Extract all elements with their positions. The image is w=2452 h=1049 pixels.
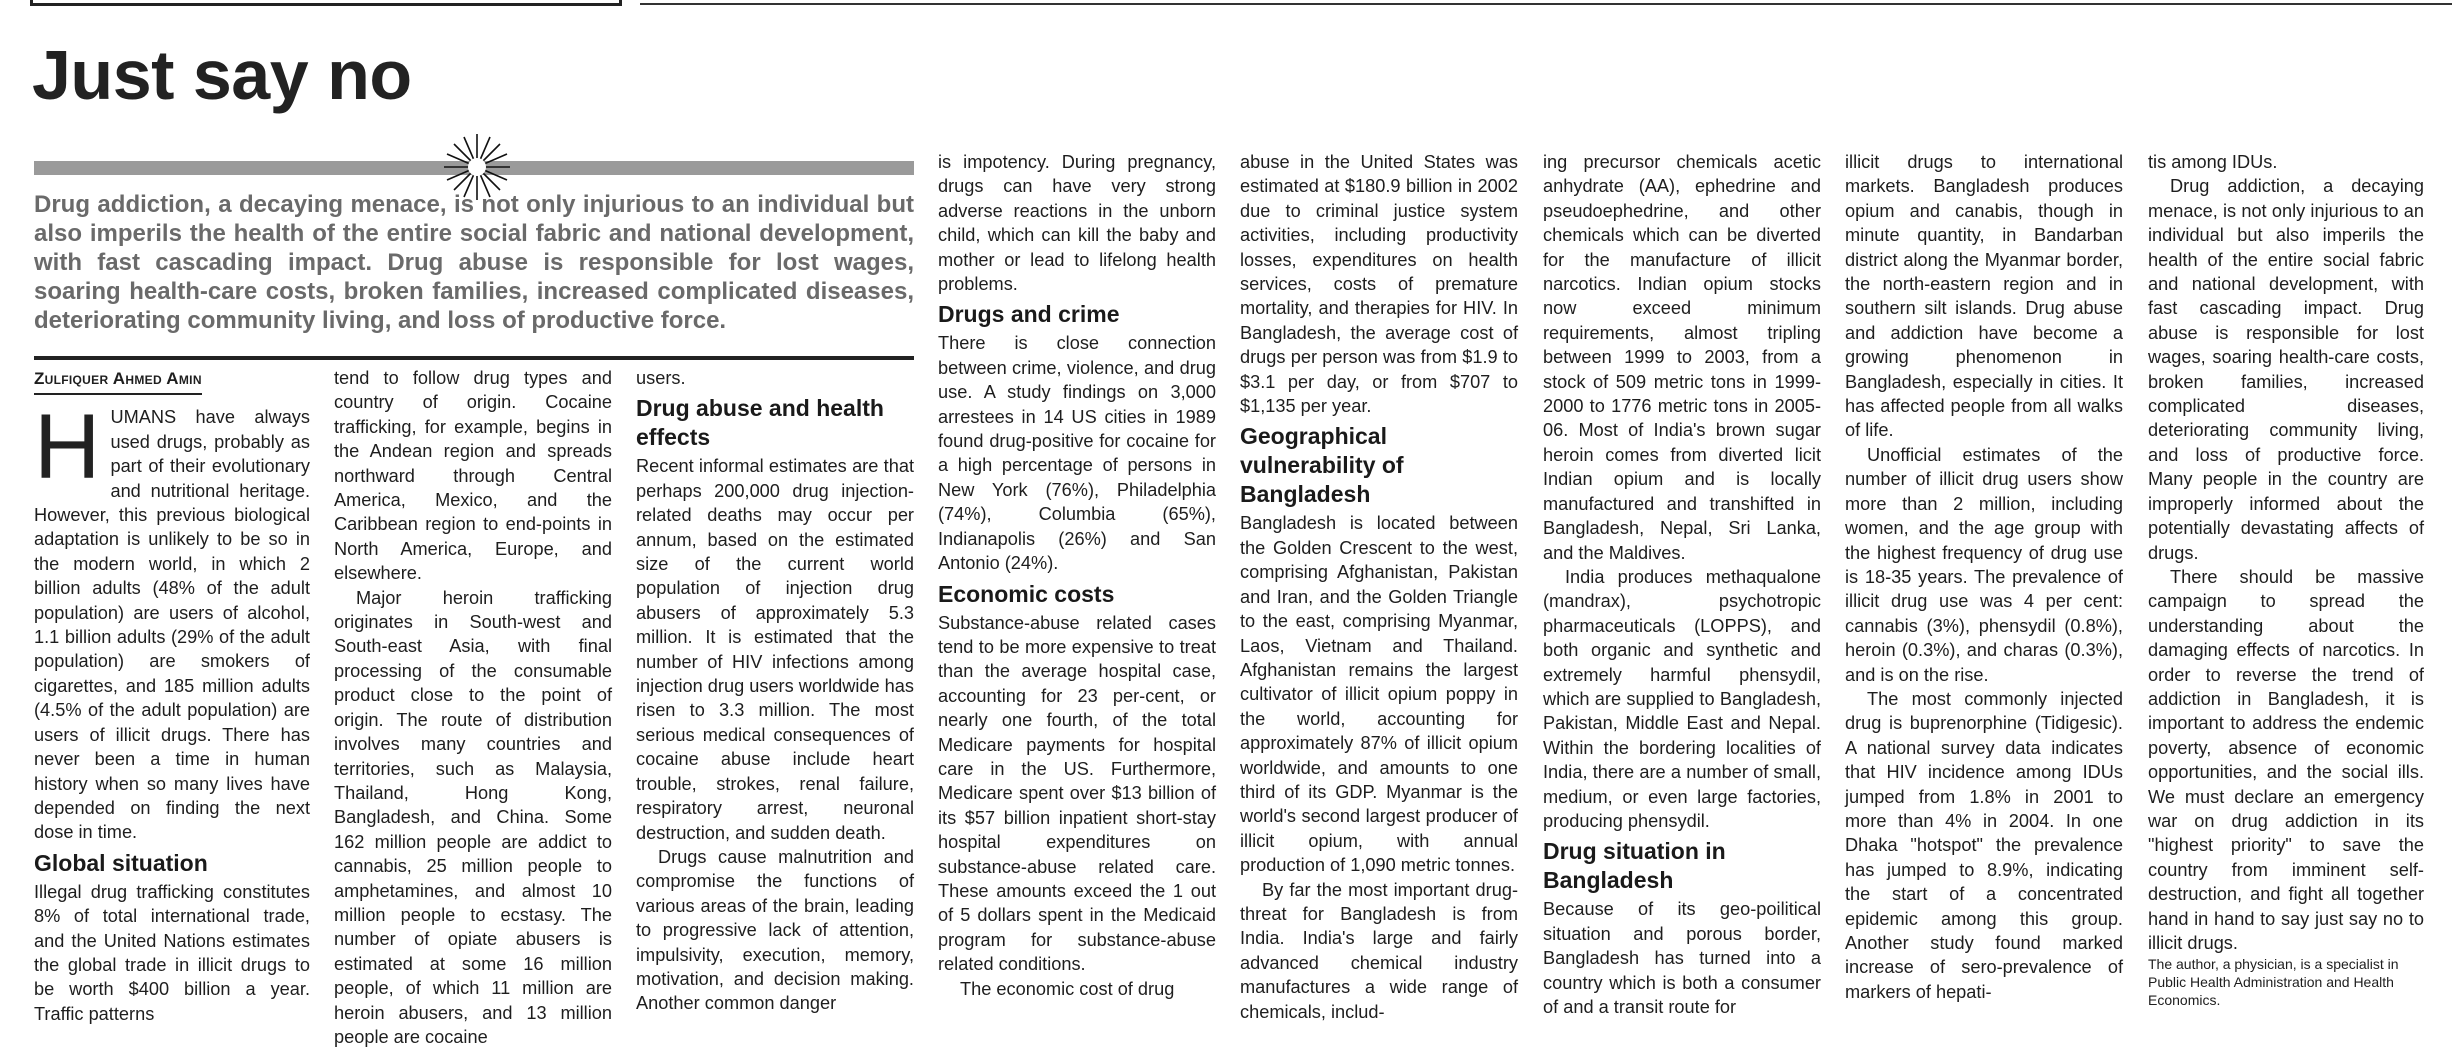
subhead-health-effects: Drug abuse and health effects (636, 395, 884, 451)
paragraph: Substance-abuse related cases tend to be more expensive to treat than the average hospital case, accounting for 23 per-cent, or nearly one fourth, of the total Medicare payments for hospital care in the US. Furthermore, Medicare spent over $13 billion of its $57 billion inpatient short-stay hospital expenditures on substance-abuse related care. These amounts exceed the 1 out of 5 dollars spent in the Medicaid program for substance-abuse related conditions. (938, 612, 1216, 975)
drop-cap: H (34, 396, 101, 499)
paragraph: is impotency. During pregnancy, drugs can have very strong adverse reactions in the unborn child, which can kill the baby and mother or lead to lifelong health problems. (938, 152, 1216, 295)
author-note: The author, a physician, is a specialist in Public Health Administration and Health Economics. (2148, 956, 2399, 1009)
subhead-drug-situation: Drug situation in Bangladesh (1543, 838, 1726, 894)
paragraph: Drug addiction, a decaying menace, is not only injurious to an individual but also imperils the health of the entire social fabric and national development, with fast cascading impact. Drug abuse is responsible for lost wages, soaring health-care costs, broken families, increased complicated diseases, deteriorating community living, and loss of productive force. Many people in the country are improperly informed about the potentially devastating affects of drugs. (2148, 176, 2424, 563)
column-5 (1240, 150, 1518, 1024)
paragraph: Illegal drug trafficking constitutes 8% of total international trade, and the United Nations estimates the global trade in illicit drugs to be worth $400 billion a year. Traffic patterns (34, 881, 310, 1024)
top-frame-box (30, 0, 622, 6)
column-6 (1543, 150, 1821, 1019)
subhead-economic-costs: Economic costs (938, 580, 1115, 607)
paragraph: tis among IDUs. (2148, 152, 2278, 172)
paragraph: There is close connection between crime, violence, and drug use. A study findings on 3,000 arrestees in 14 US cities in 1989 found drug-positive for cocaine for a high percentage of persons in New York (76%), Philadelphia (74%), Columbia (65%), Indianapolis (26%) and San Antonio (24%). (938, 333, 1216, 574)
paragraph: India produces methaqualone (mandrax), psychotropic pharmaceuticals (LOPPS), and both organic and synthetic and extremely harmful phensydil, which are supplied to Bangladesh, Pakistan, Middle East and Nepal. Within the bordering localities of India, there are a number of small, medium, or even large factories, producing phensydil. (1543, 566, 1821, 831)
paragraph: The economic cost of drug (960, 978, 1175, 999)
column-3 (636, 366, 914, 1016)
deck: Drug addiction, a decaying menace, is not only injurious to an individual but also imperils the health of the entire social fabric and national development, with fast cascading impact. Drug abuse is responsible for lost wages, soaring health-care costs, broken families, increased complicated diseases, deteriorating community living, and loss of productive force. (34, 191, 914, 334)
paragraph: Major heroin trafficking originates in South-west and South-east Asia, with final processing of the consumable product close to the point of origin. The route of distribution involves many countries and territories, such as Malaysia, Thailand, Hong Kong, Bangladesh, and China. Some 162 million people are addict to cannabis, 25 million people to amphetamines, and almost 10 million people to ecstasy. The number of opiate abusers is estimated at some 16 million people, of which 11 million are heroin abusers, and 13 million people are cocaine (334, 587, 612, 1047)
paragraph: illicit drugs to international markets. Bangladesh produces opium and canabis, though in minute quantity, in Bandarban district along the Myanmar border, the north-eastern region and in southern silt islands. Drug abuse and addiction have become a growing phenomenon in Bangladesh, especially in cities. It has affected people from all walks of life. (1845, 152, 2123, 441)
byline: Zulfiquer Ahmed Amin (34, 367, 202, 395)
subhead-drugs-and-crime: Drugs and crime (938, 301, 1120, 328)
paragraph: Unofficial estimates of the number of illicit drug users show more than 2 million, including women, and the age group with the highest frequency of drug use is 18-35 years. The prevalence of illicit drug use was 4 per cent: cannabis (3%), phensydil (0.8%), heroin (0.3%), and charas (0.3%), and is on the rise. (1845, 444, 2123, 685)
paragraph: The most commonly injected drug is buprenorphine (Tidigesic). A national survey data indicates that HIV incidence among IDUs jumped from 1.8% in 2001 to more than 4% in 2004. In one Dhaka "hotspot" the prevalence has jumped to 8.9%, indicating the start of a concentrated epidemic among this group. Another study found marked increase of sero-prevalence of markers of hepati- (1845, 688, 2123, 1002)
column-4 (938, 150, 1216, 1001)
paragraph (34, 396, 310, 844)
paragraph: Recent informal estimates are that perhaps 200,000 drug injection-related deaths may occur per annum, based on the estimated size of the current world population of injection drug abusers of approximately 5.3 million. It is estimated that the number of HIV infections among injection drug users worldwide has risen to 3.3 million. The most serious medical consequences of cocaine abuse include heart trouble, strokes, renal failure, respiratory arrest, neuronal destruction, and sudden death. (636, 456, 915, 843)
headline: Just say no (32, 36, 412, 114)
deck-underline (34, 356, 914, 360)
paragraph-text: UMANS have always used drugs, probably as part of their evolutionary and nutritional heritage. However, this previous biological adaptation is unlikely to be so in the modern world, in which 2 billion adults (48% of the adult population) are users of alcohol, 1.1 billion adults (29% of the adult population) are smokers of cigarettes, and 185 million adults (4.5% of the adult population) are users of illicit drugs. There has never been a time in human history when so many lives have depended on finding the next dose in time. (34, 407, 310, 843)
column-2 (334, 366, 612, 1049)
paragraph: By far the most important drug-threat for Bangladesh is from India. India's large and fairly advanced chemical industry manufactures a wide range of chemicals, includ- (1240, 879, 1518, 1022)
paragraph: tend to follow drug types and country of origin. Cocaine trafficking, for example, begins in the Andean region and spreads northward through Central America, Mexico, and the Caribbean region to end-points in North America, Europe, and elsewhere. (334, 368, 612, 584)
subhead-global-situation: Global situation (34, 849, 208, 876)
paragraph: Drugs cause malnutrition and compromise the functions of various areas of the brain, leading to progressive lack of attention, impulsivity, execution, memory, motivation, and decision making. Another common danger (636, 846, 914, 1014)
paragraph: users. (636, 368, 686, 388)
paragraph: There should be massive campaign to spread the understanding about the damaging effects of narcotics. In order to reverse the trend of addiction in Bangladesh, it is important to address the endemic poverty, absence of economic opportunities, and the social ills. We must declare an emergency war on drug addiction in its "highest priority" to save the country from imminent self-destruction, and fight all together hand in hand to say just say no to illicit drugs. (2148, 566, 2424, 953)
column-1 (34, 366, 310, 1026)
subhead-geographical-vulnerability: Geographical vulnerability of Bangladesh (1240, 423, 1404, 508)
column-8 (2148, 150, 2424, 1009)
column-7 (1845, 150, 2123, 1004)
paragraph: Bangladesh is located between the Golden Crescent to the west, comprising Afghanistan, Pakistan and Iran, and the Golden Triangle to the east, comprising Myanmar, Laos, Vietnam and Thailand. Afghanistan remains the largest cultivator of illicit opium poppy in the world, accounting for approximately 87% of illicit opium worldwide, and amounts to one third of its GDP. Myanmar is the world's second largest producer of illicit opium, with annual production of 1,090 metric tonnes. (1240, 513, 1518, 876)
paragraph: ing precursor chemicals acetic anhydrate (AA), ephedrine and pseudoephedrine, and other chemicals which can be diverted for the manufacture of illicit narcotics. Indian opium stocks now exceed minimum requirements, almost tripling between 1999 to 2003, from a stock of 509 metric tons in 1999-2000 to 1776 metric tons in 2005-06. Most of India's brown sugar heroin comes from diverted licit Indian opium and is locally manufactured and transhifted in Bangladesh, Nepal, Sri Lanka, and the Maldives. (1543, 152, 1821, 563)
paragraph: Because of its geo-poilitical situation and porous border, Bangladesh has turned into a country which is both a consumer of and a transit route for (1543, 899, 1821, 1017)
paragraph: abuse in the United States was estimated at $180.9 billion in 2002 due to criminal justice system activities, including productivity losses, expenditures on health services, costs of premature mortality, and therapies for HIV. In Bangladesh, the average cost of drugs per person was from $1.9 to $3.1 per day, or from $707 to $1,135 per year. (1240, 152, 1518, 417)
top-rule (640, 3, 2452, 5)
